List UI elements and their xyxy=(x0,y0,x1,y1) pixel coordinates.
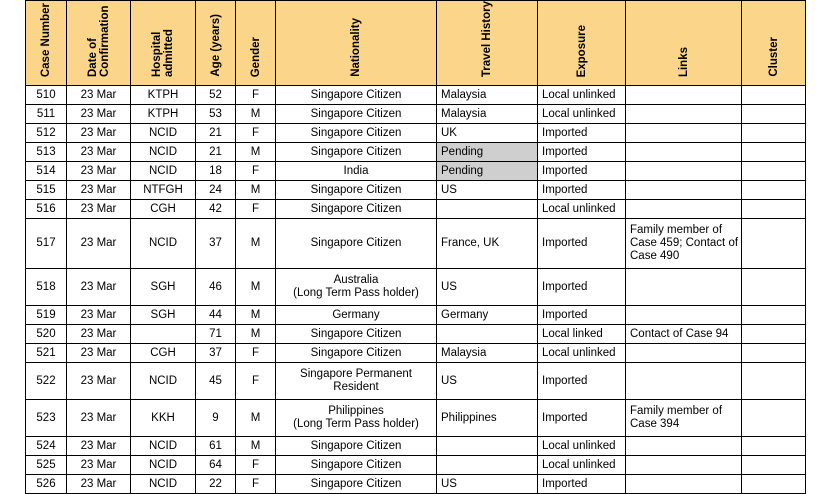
column-header-travel xyxy=(437,1,538,86)
cell-case: 525 xyxy=(26,456,67,475)
cell-age: 42 xyxy=(196,200,236,219)
cell-travel: Malaysia xyxy=(437,105,538,124)
cell-links xyxy=(626,437,742,456)
cell-links xyxy=(626,200,742,219)
cell-age: 44 xyxy=(196,306,236,325)
cell-exposure: Imported xyxy=(538,143,626,162)
cell-hospital: NCID xyxy=(131,456,196,475)
cell-links xyxy=(626,363,742,400)
cell-case: 519 xyxy=(26,306,67,325)
cell-cluster xyxy=(742,269,806,306)
column-header-label: Hospital admitted xyxy=(151,29,175,78)
cell-gender: M xyxy=(236,181,276,200)
cell-travel: Malaysia xyxy=(437,344,538,363)
table-row xyxy=(26,162,806,181)
cell-travel: US xyxy=(437,475,538,494)
table-row xyxy=(26,306,806,325)
column-header-case xyxy=(26,1,67,86)
cell-nationality: Singapore Citizen xyxy=(276,475,437,494)
cell-travel: US xyxy=(437,181,538,200)
cell-nationality: Australia (Long Term Pass holder) xyxy=(276,269,437,306)
cell-exposure: Local linked xyxy=(538,325,626,344)
cell-links: Family member of Case 394 xyxy=(626,400,742,437)
table-row xyxy=(26,363,806,400)
cell-hospital: NCID xyxy=(131,143,196,162)
cell-case: 524 xyxy=(26,437,67,456)
cell-date: 23 Mar xyxy=(67,86,131,105)
cell-date: 23 Mar xyxy=(67,437,131,456)
column-header-hospital xyxy=(131,1,196,86)
column-header-gender xyxy=(236,1,276,86)
table-row xyxy=(26,344,806,363)
cell-nationality: Singapore Citizen xyxy=(276,86,437,105)
cell-links xyxy=(626,269,742,306)
cell-links xyxy=(626,456,742,475)
cell-nationality: Philippines (Long Term Pass holder) xyxy=(276,400,437,437)
cell-travel xyxy=(437,325,538,344)
cell-age: 61 xyxy=(196,437,236,456)
cell-exposure: Imported xyxy=(538,475,626,494)
cell-nationality: Singapore Citizen xyxy=(276,325,437,344)
cell-hospital: SGH xyxy=(131,269,196,306)
case-table xyxy=(25,0,806,494)
table-row xyxy=(26,200,806,219)
column-header-cluster xyxy=(742,1,806,86)
cell-case: 512 xyxy=(26,124,67,143)
cell-nationality: Singapore Citizen xyxy=(276,200,437,219)
cell-travel: US xyxy=(437,269,538,306)
cell-age: 64 xyxy=(196,456,236,475)
cell-date: 23 Mar xyxy=(67,269,131,306)
cell-case: 520 xyxy=(26,325,67,344)
cell-age: 53 xyxy=(196,105,236,124)
cell-date: 23 Mar xyxy=(67,219,131,269)
table-row xyxy=(26,475,806,494)
table-row xyxy=(26,105,806,124)
column-header-label: Links xyxy=(677,47,690,78)
cell-cluster xyxy=(742,400,806,437)
cell-nationality: Singapore Citizen xyxy=(276,456,437,475)
cell-gender: F xyxy=(236,456,276,475)
column-header-label: Cluster xyxy=(767,37,780,78)
table-row xyxy=(26,124,806,143)
cell-links xyxy=(626,143,742,162)
cell-cluster xyxy=(742,363,806,400)
cell-links xyxy=(626,306,742,325)
cell-gender: M xyxy=(236,437,276,456)
cell-gender: M xyxy=(236,269,276,306)
cell-hospital: KTPH xyxy=(131,86,196,105)
cell-cluster xyxy=(742,124,806,143)
cell-hospital: NCID xyxy=(131,363,196,400)
cell-exposure: Imported xyxy=(538,306,626,325)
column-header-label: Date of Confirmation xyxy=(86,5,111,78)
table-row xyxy=(26,269,806,306)
cell-case: 511 xyxy=(26,105,67,124)
table-row xyxy=(26,456,806,475)
cell-age: 24 xyxy=(196,181,236,200)
cell-links xyxy=(626,162,742,181)
cell-date: 23 Mar xyxy=(67,325,131,344)
cell-cluster xyxy=(742,162,806,181)
table-row xyxy=(26,400,806,437)
cell-age: 71 xyxy=(196,325,236,344)
cell-date: 23 Mar xyxy=(67,105,131,124)
column-header-label: Age (years) xyxy=(209,14,222,78)
cell-nationality: Singapore Permanent Resident xyxy=(276,363,437,400)
cell-date: 23 Mar xyxy=(67,344,131,363)
cell-gender: F xyxy=(236,344,276,363)
cell-nationality: Singapore Citizen xyxy=(276,219,437,269)
cell-cluster xyxy=(742,325,806,344)
cell-case: 518 xyxy=(26,269,67,306)
cell-cluster xyxy=(742,200,806,219)
cell-gender: M xyxy=(236,400,276,437)
cell-travel xyxy=(437,456,538,475)
cell-travel xyxy=(437,437,538,456)
cell-exposure: Imported xyxy=(538,269,626,306)
cell-exposure: Imported xyxy=(538,219,626,269)
cell-nationality: Singapore Citizen xyxy=(276,124,437,143)
table-row xyxy=(26,143,806,162)
cell-date: 23 Mar xyxy=(67,456,131,475)
cell-age: 21 xyxy=(196,143,236,162)
cell-hospital: KKH xyxy=(131,400,196,437)
cell-links xyxy=(626,86,742,105)
cell-gender: F xyxy=(236,86,276,105)
cell-exposure: Imported xyxy=(538,162,626,181)
cell-links: Contact of Case 94 xyxy=(626,325,742,344)
cell-age: 52 xyxy=(196,86,236,105)
header-row xyxy=(26,1,806,86)
cell-links xyxy=(626,105,742,124)
cell-date: 23 Mar xyxy=(67,162,131,181)
cell-cluster xyxy=(742,86,806,105)
cell-hospital: KTPH xyxy=(131,105,196,124)
cell-travel: Pending xyxy=(437,143,538,162)
cell-links xyxy=(626,181,742,200)
cell-travel: France, UK xyxy=(437,219,538,269)
cell-nationality: Germany xyxy=(276,306,437,325)
cell-exposure: Local unlinked xyxy=(538,437,626,456)
cell-travel: US xyxy=(437,363,538,400)
cell-travel: Malaysia xyxy=(437,86,538,105)
cell-cluster xyxy=(742,306,806,325)
cell-links xyxy=(626,475,742,494)
cell-gender: F xyxy=(236,363,276,400)
cell-gender: M xyxy=(236,105,276,124)
column-header-label: Case Number xyxy=(40,2,52,78)
column-header-label: Gender xyxy=(249,36,262,78)
cell-age: 18 xyxy=(196,162,236,181)
cell-gender: F xyxy=(236,200,276,219)
cell-case: 521 xyxy=(26,344,67,363)
table-row xyxy=(26,437,806,456)
cell-nationality: Singapore Citizen xyxy=(276,143,437,162)
cell-case: 514 xyxy=(26,162,67,181)
table-row xyxy=(26,86,806,105)
cell-nationality: India xyxy=(276,162,437,181)
cell-cluster xyxy=(742,143,806,162)
cell-hospital: NCID xyxy=(131,219,196,269)
cell-gender: M xyxy=(236,143,276,162)
cell-exposure: Local unlinked xyxy=(538,456,626,475)
column-header-label: Travel History xyxy=(481,1,493,78)
cell-date: 23 Mar xyxy=(67,200,131,219)
cell-exposure: Local unlinked xyxy=(538,344,626,363)
cell-gender: F xyxy=(236,475,276,494)
cell-exposure: Imported xyxy=(538,124,626,143)
column-header-nationality xyxy=(276,1,437,86)
column-header-date xyxy=(67,1,131,86)
cell-cluster xyxy=(742,437,806,456)
cell-gender: M xyxy=(236,325,276,344)
cell-case: 522 xyxy=(26,363,67,400)
column-header-age xyxy=(196,1,236,86)
cell-hospital: CGH xyxy=(131,344,196,363)
cell-exposure: Local unlinked xyxy=(538,200,626,219)
cell-age: 45 xyxy=(196,363,236,400)
cell-exposure: Imported xyxy=(538,181,626,200)
column-header-exposure xyxy=(538,1,626,86)
table-body xyxy=(26,86,806,494)
cell-travel: Philippines xyxy=(437,400,538,437)
cell-cluster xyxy=(742,475,806,494)
cell-exposure: Imported xyxy=(538,363,626,400)
cell-date: 23 Mar xyxy=(67,124,131,143)
cell-nationality: Singapore Citizen xyxy=(276,437,437,456)
cell-travel xyxy=(437,200,538,219)
cell-hospital: NTFGH xyxy=(131,181,196,200)
cell-links xyxy=(626,124,742,143)
cell-hospital xyxy=(131,325,196,344)
cell-links xyxy=(626,344,742,363)
cell-cluster xyxy=(742,181,806,200)
cell-date: 23 Mar xyxy=(67,306,131,325)
cell-case: 513 xyxy=(26,143,67,162)
column-header-label: Exposure xyxy=(575,24,588,78)
cell-hospital: NCID xyxy=(131,162,196,181)
cell-exposure: Imported xyxy=(538,400,626,437)
cell-age: 37 xyxy=(196,344,236,363)
cell-case: 515 xyxy=(26,181,67,200)
cell-age: 9 xyxy=(196,400,236,437)
cell-exposure: Local unlinked xyxy=(538,86,626,105)
column-header-label: Nationality xyxy=(350,18,362,78)
cell-gender: F xyxy=(236,162,276,181)
cell-travel: UK xyxy=(437,124,538,143)
cell-gender: M xyxy=(236,306,276,325)
cell-nationality: Singapore Citizen xyxy=(276,105,437,124)
cell-case: 517 xyxy=(26,219,67,269)
cell-date: 23 Mar xyxy=(67,143,131,162)
cell-date: 23 Mar xyxy=(67,363,131,400)
cell-date: 23 Mar xyxy=(67,400,131,437)
cell-case: 526 xyxy=(26,475,67,494)
cell-cluster xyxy=(742,456,806,475)
cell-cluster xyxy=(742,344,806,363)
cell-hospital: CGH xyxy=(131,200,196,219)
cell-hospital: SGH xyxy=(131,306,196,325)
table-row xyxy=(26,325,806,344)
cell-gender: F xyxy=(236,124,276,143)
case-table-wrapper xyxy=(25,0,806,494)
cell-cluster xyxy=(742,105,806,124)
cell-case: 523 xyxy=(26,400,67,437)
table-row xyxy=(26,181,806,200)
cell-nationality: Singapore Citizen xyxy=(276,344,437,363)
cell-hospital: NCID xyxy=(131,437,196,456)
cell-hospital: NCID xyxy=(131,475,196,494)
cell-travel: Pending xyxy=(437,162,538,181)
cell-hospital: NCID xyxy=(131,124,196,143)
cell-gender: M xyxy=(236,219,276,269)
cell-date: 23 Mar xyxy=(67,475,131,494)
cell-date: 23 Mar xyxy=(67,181,131,200)
cell-age: 21 xyxy=(196,124,236,143)
cell-case: 510 xyxy=(26,86,67,105)
column-header-links xyxy=(626,1,742,86)
cell-case: 516 xyxy=(26,200,67,219)
cell-exposure: Local unlinked xyxy=(538,105,626,124)
cell-cluster xyxy=(742,219,806,269)
table-row xyxy=(26,219,806,269)
cell-age: 46 xyxy=(196,269,236,306)
cell-travel: Germany xyxy=(437,306,538,325)
cell-nationality: Singapore Citizen xyxy=(276,181,437,200)
cell-age: 37 xyxy=(196,219,236,269)
cell-age: 22 xyxy=(196,475,236,494)
cell-links: Family member of Case 459; Contact of Case 490 xyxy=(626,219,742,269)
